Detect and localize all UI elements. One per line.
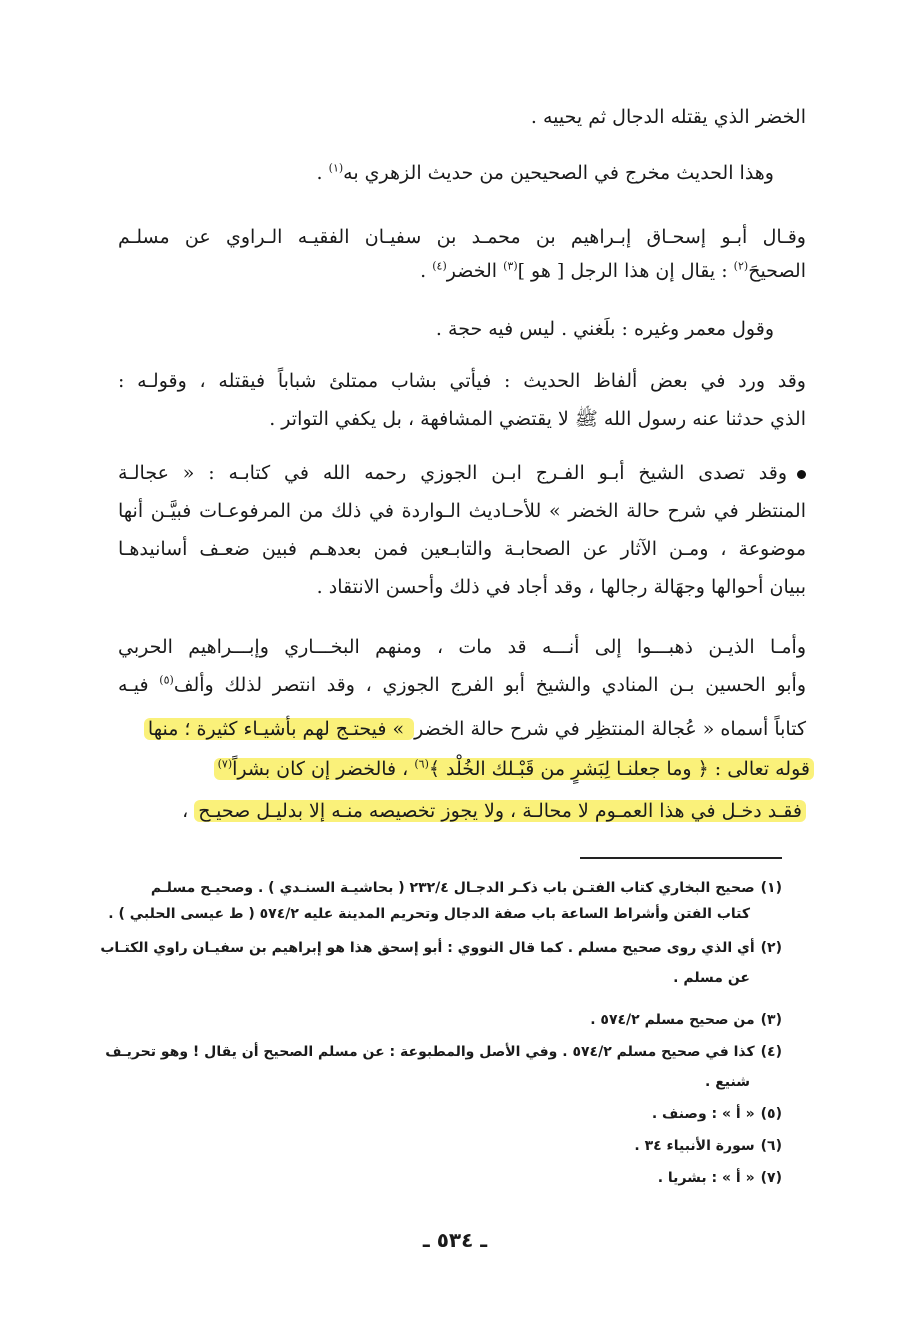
footnote-1-cont [108, 902, 750, 926]
footnote-number: (٣) [760, 1012, 782, 1028]
footnote-text: من صحيح مسلم ٥٧٤/٢ . [590, 1012, 755, 1028]
line-text: ، فالخضر إن كان بشراً [232, 758, 415, 780]
line-text: وقول معمر وغيره : بلَغني . ليس فيه حجة . [435, 318, 774, 340]
line-text: موضوعة ، ومـن الآثار عن الصحابـة والتابـعين فمن بعدهـم فبين ضعـف أسانيدهـا [118, 538, 806, 560]
footnote-ref-5[interactable]: (٥) [159, 673, 174, 687]
footnote-ref-2[interactable]: (٢) [733, 259, 749, 273]
footnote-5 [652, 1102, 782, 1126]
footnote-text: صحيح البخاري كتاب الفتـن باب ذكـر الدجـال ٢٣٢/٤ ( بحاشيـة السنـدي ) . وصحيـح مسلـم [150, 880, 755, 896]
body-line-7 [269, 404, 806, 434]
footnote-text: « أ » : بشريا . [657, 1170, 755, 1186]
line-text: وقد تصدى الشيخ أبـو الفـرج ابـن الجوزي رحمه الله في كتابـه : « عجالـة [118, 462, 787, 484]
highlighted-text: » فيحتـج لهم بأشيـاء كثيرة ؛ منها [144, 718, 414, 740]
footnote-text: سورة الأنبياء ٣٤ . [634, 1138, 755, 1154]
line-text: : يقال إن هذا الرجل [ هو ] [517, 260, 734, 282]
footnote-text: عن مسلم . [673, 970, 750, 986]
body-line-3 [118, 222, 806, 252]
footnote-number: (٤) [760, 1044, 782, 1060]
body-line-5 [436, 314, 774, 344]
line-text: الذي حدثنا عنه رسول الله ﷺ لا يقتضي المشافهة ، بل يكفي التواتر . [269, 408, 806, 430]
line-text: ، [182, 800, 195, 822]
line-text: فقـد دخـل في هذا العمـوم لا محالـة ، ولا يجوز [435, 800, 802, 822]
footnote-number: (٥) [760, 1106, 782, 1122]
footnote-3 [590, 1008, 782, 1032]
footnote-number: (٢) [760, 940, 782, 956]
footnote-number: (٦) [760, 1138, 782, 1154]
line-text: الخضر الذي يقتله الدجال ثم يحييه . [530, 106, 806, 128]
footnote-text: أي الذي روى صحيح مسلم . كما قال النووي : أبو إسحق هذا هو إبراهيم بن سفيـان راوي الكتـاب [100, 940, 755, 956]
line-text: قوله تعالى : ﴿ وما جعلنـا لِبَشرٍ من قَبْـلك الخُلْد ﴾ [428, 758, 810, 780]
line-text: . [420, 260, 433, 282]
footnote-4-cont [705, 1070, 750, 1094]
body-line-16 [182, 796, 806, 826]
footnote-2-cont [673, 966, 750, 990]
footnote-ref-7[interactable]: (٧) [217, 757, 233, 771]
line-text: فيـه [118, 674, 160, 696]
line-text: وقد ورد في بعض ألفاظ الحديث : فيأتي بشاب ممتلئ شباباً فيقتله ، وقولـه : [118, 370, 806, 392]
body-line-2 [317, 158, 774, 188]
footnote-number: (١) [760, 880, 782, 896]
footnote-ref-1[interactable]: (١) [328, 161, 344, 175]
line-text: . [316, 162, 329, 184]
body-line-10 [118, 534, 806, 564]
body-line-11 [317, 572, 806, 602]
footnote-1 [151, 876, 782, 900]
footnote-7 [658, 1166, 782, 1190]
body-line-9 [118, 496, 806, 526]
footnote-ref-4[interactable]: (٤) [432, 259, 447, 273]
body-line-13 [118, 670, 806, 700]
bullet-icon [797, 470, 806, 479]
footnote-text: كذا في صحيح مسلم ٥٧٤/٢ . وفي الأصل والمطبوعة : عن مسلم الصحيح أن يقال ! وهو تحريـف [105, 1044, 755, 1060]
highlighted-text [194, 800, 806, 822]
footnote-text: كتاب الفتن وأشراط الساعة باب صفة الدجال وتحريم المدينة عليه ٥٧٤/٢ ( ط عيسى الحلبي ) . [108, 906, 750, 922]
footnote-ref-3[interactable]: (٣) [503, 259, 518, 273]
body-line-6 [118, 366, 806, 396]
body-line-15 [214, 754, 814, 784]
line-text: وأبو الحسين بـن المنادي والشيخ أبو الفرج الجوزي ، وقد انتصر لذلك وألف [173, 674, 807, 696]
footnote-6 [634, 1134, 782, 1158]
footnote-text: شنيع . [705, 1074, 750, 1090]
footnote-separator [580, 857, 782, 859]
line-text: الخضر [446, 260, 504, 282]
highlighted-text [214, 758, 814, 780]
line-text: كتاباً أسماه « عُجالة المنتظِر في شرح حالة الخضر [414, 718, 806, 740]
line-text: الصحيحَ [748, 260, 806, 282]
footnote-ref-6[interactable]: (٦) [414, 757, 429, 771]
body-line-12 [118, 632, 806, 662]
footnote-2 [100, 936, 782, 960]
footnote-text: « أ » : وصنف . [651, 1106, 755, 1122]
line-text: ببيان أحوالها وجهَالة رجالها ، وقد أجاد في ذلك وأحسن الانتقاد . [316, 576, 806, 598]
body-line-1 [531, 102, 806, 132]
footnote-number: (٧) [760, 1170, 782, 1186]
line-text: المنتظر في شرح حالة الخضر » للأحـاديث الـواردة في ذلك من المرفوعـات فبيَّـن أنها [118, 500, 806, 522]
line-text: وأمـا الذيـن ذهبـــوا إلى أنـــه قد مات ، ومنهم البخـــاري وإبـــراهيم الحربي [118, 636, 806, 658]
body-line-4 [420, 256, 806, 286]
line-text: تخصيصه منـه إلا بدليـل صحيـح [198, 800, 436, 822]
line-text: وقـال أبـو إسحـاق إبـراهيم بن محمـد بن سفيـان الفقيـه الـراوي عن مسلـم [118, 226, 806, 248]
page-number: ـ ٥٣٤ ـ [422, 1228, 488, 1252]
body-line-14 [110, 714, 806, 744]
footnote-4 [105, 1040, 782, 1064]
line-text: وهذا الحديث مخرج في الصحيحين من حديث الزهري به [343, 162, 774, 184]
body-line-8 [118, 458, 806, 488]
